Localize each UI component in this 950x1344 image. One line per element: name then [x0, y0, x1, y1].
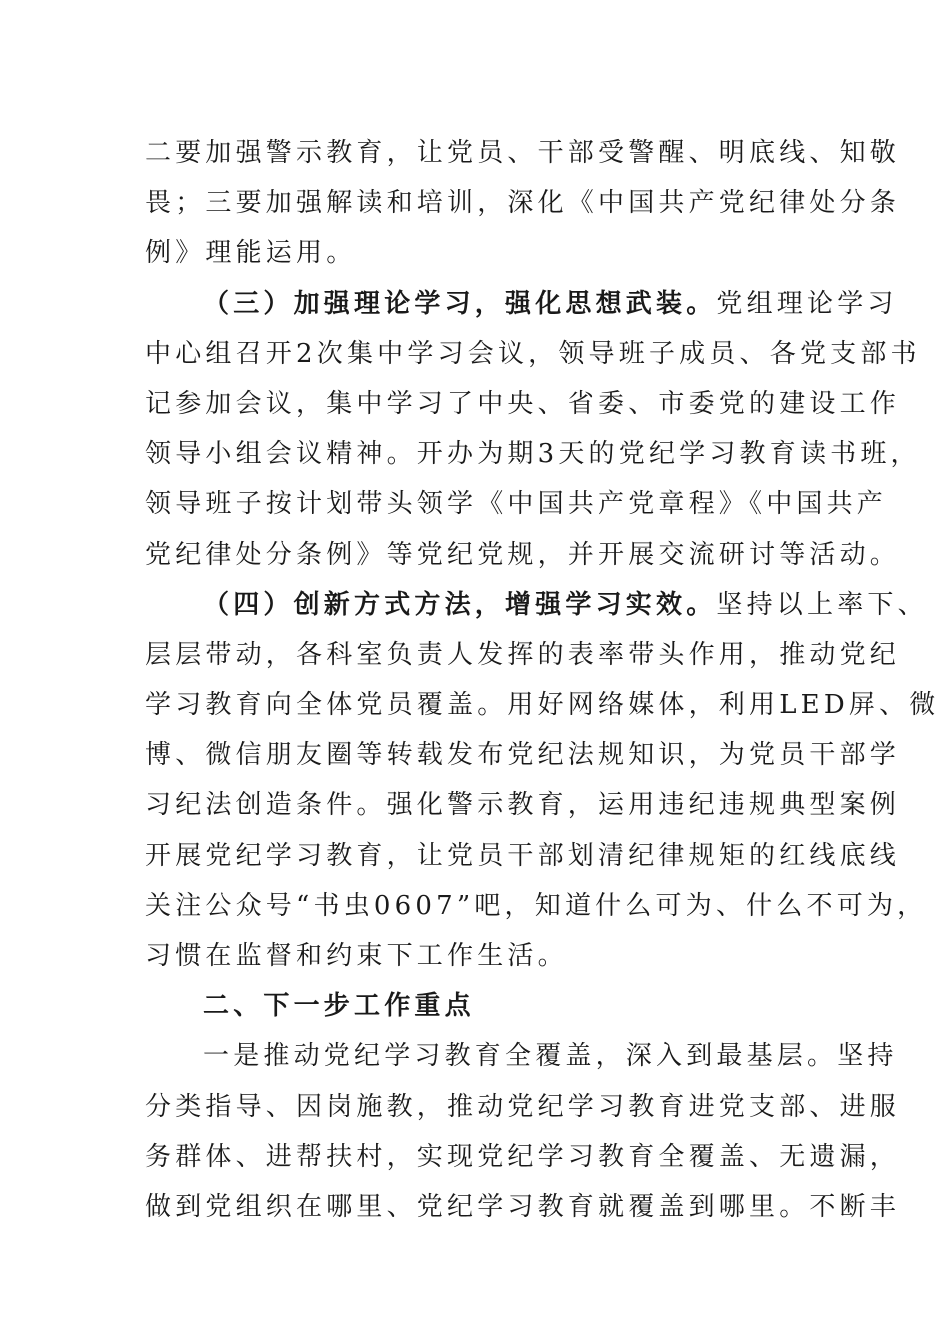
paragraph-text: 党组理论学习: [716, 288, 898, 319]
text-line: 分类指导、因岗施教，推动党纪学习教育进党支部、进服: [145, 1091, 901, 1122]
text-line: 例》理能运用。: [145, 238, 357, 269]
paragraph-first-line: 一是推动党纪学习教育全覆盖，深入到最基层。坚持: [203, 1041, 898, 1072]
text-line: 领导班子按计划带头领学《中国共产党章程》《中国共产: [145, 489, 888, 520]
text-line: 务群体、进帮扶村，实现党纪学习教育全覆盖、无遗漏，: [145, 1141, 901, 1172]
text-line: 习纪法创造条件。强化警示教育，运用违纪违规典型案例: [145, 790, 901, 821]
document-body: [145, 128, 940, 1232]
paragraph-heading: （四）创新方式方法，增强学习实效。: [203, 589, 717, 620]
text-line: 做到党组织在哪里、党纪学习教育就覆盖到哪里。不断丰: [145, 1191, 901, 1222]
text-line: 开展党纪学习教育，让党员干部划清纪律规矩的红线底线: [145, 840, 901, 871]
paragraph-heading: （三）加强理论学习，强化思想武装。: [203, 288, 717, 319]
text-line: 层层带动，各科室负责人发挥的表率带头作用，推动党纪: [145, 639, 901, 670]
paragraph-text: 坚持以上率下、: [716, 589, 928, 620]
text-line: 关注公众号“书虫0607”吧，知道什么可为、什么不可为，: [145, 890, 928, 921]
text-line: 记参加会议，集中学习了中央、省委、市委党的建设工作: [145, 388, 901, 419]
text-line: 博、微信朋友圈等转载发布党纪法规知识，为党员干部学: [145, 740, 901, 771]
section-heading: 二、下一步工作重点: [203, 991, 475, 1022]
paragraph-first-line: [145, 580, 928, 630]
text-line: 党纪律处分条例》等党纪党规，并开展交流研讨等活动。: [145, 539, 901, 570]
text-line: 中心组召开2次集中学习会议，领导班子成员、各党支部书: [145, 338, 921, 369]
paragraph-first-line: [145, 279, 898, 329]
text-line: 二要加强警示教育，让党员、干部受警醒、明底线、知敬: [145, 138, 901, 168]
text-line: 学习教育向全体党员覆盖。用好网络媒体，利用LED屏、微: [145, 690, 940, 721]
text-line: 畏；三要加强解读和培训，深化《中国共产党纪律处分条: [145, 188, 901, 219]
text-line: 习惯在监督和约束下工作生活。: [145, 941, 568, 971]
text-line: 领导小组会议精神。开办为期3天的党纪学习教育读书班，: [145, 439, 921, 470]
